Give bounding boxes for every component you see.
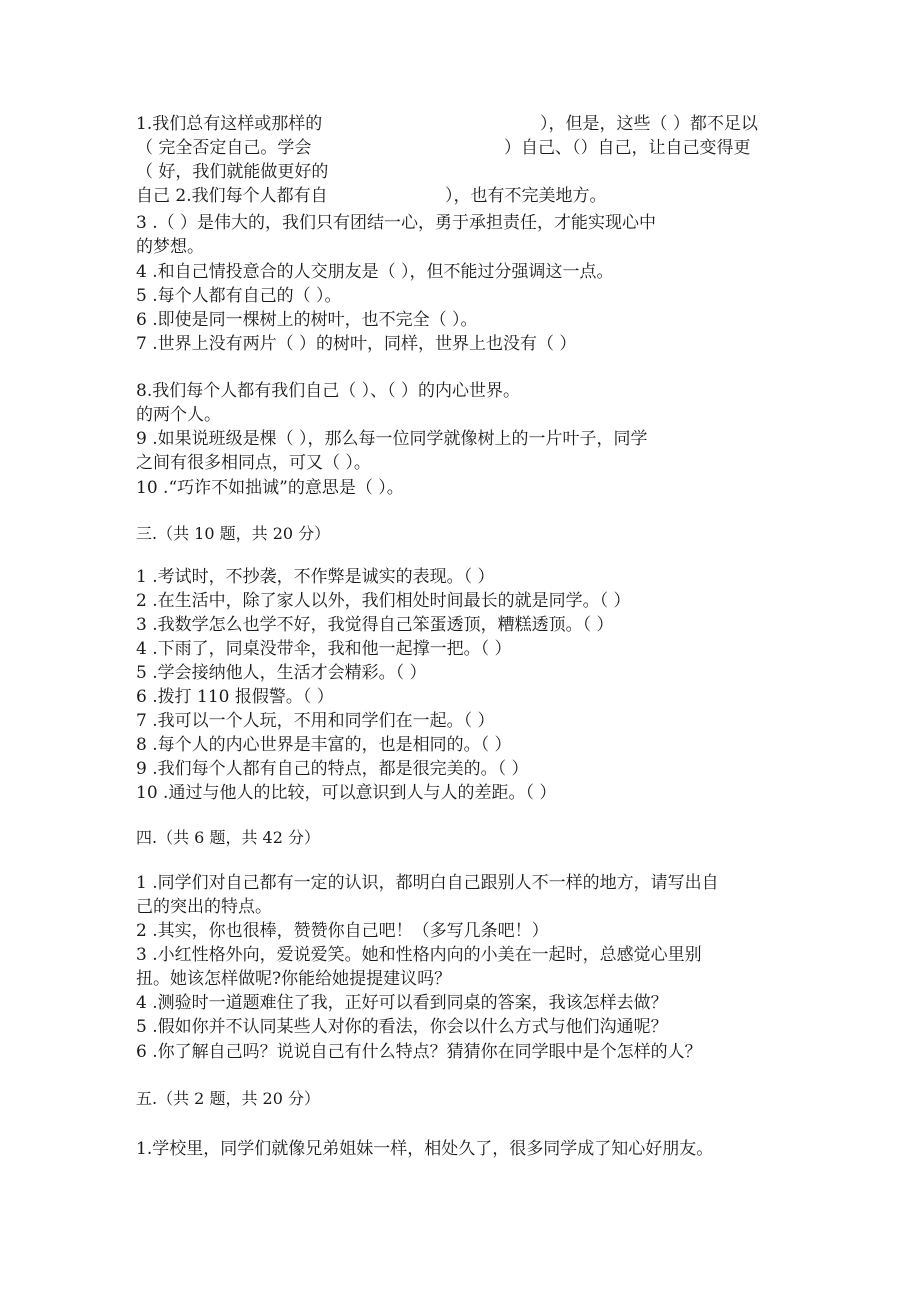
section3-item: 6 .拨打 110 报假警。（ ） [136,687,334,707]
q4-text: 4 .和自己情投意合的人交朋友是（ ），但不能过分强调这一点。 [136,262,614,282]
s4-q2: 2 .其实，你也很棒，赞赞你自己吧！（多写几条吧！） [136,921,549,941]
section3-item: 8 .每个人的内心世界是丰富的，也是相同的。（ ） [136,735,512,755]
q9-line2: 之间有很多相同点，可又（ ）。 [136,453,371,473]
section3-item: 5 .学会接纳他人，生活才会精彩。（ ） [136,663,427,683]
s4-q3-line2: 扭。她该怎样做呢?你能给她提提建议吗？ [136,969,452,989]
q3-line1: 3 .（ ）是伟大的，我们只有团结一心，勇于承担责任，才能实现心中 [136,213,657,233]
q3-line2: 的梦想。 [136,237,204,257]
s5-q1: 1.学校里，同学们就像兄弟姐妹一样，相处久了，很多同学成了知心好朋友。 [136,1139,714,1159]
s4-q3-line1: 3 .小红性格外向，爱说爱笑。她和性格内向的小美在一起时，总感觉心里别 [136,945,702,965]
section3-item: 2 .在生活中，除了家人以外，我们相处时间最长的就是同学。（ ） [136,591,631,611]
section5-heading: 五.（共 2 题，共 20 分） [136,1089,320,1108]
s4-q4: 4 .测验时一道题难住了我，正好可以看到同桌的答案，我该怎样去做？ [136,993,668,1013]
section3-item: 4 .下雨了，同桌没带伞，我和他一起撑一把。（ ） [136,639,512,659]
q1-line1-end: ），但是，这些（ ）都不足以 [540,114,758,134]
s4-q1-line2: 己的突出的特点。 [136,897,272,917]
q1-line1-start: 1.我们总有这样或那样的 [136,114,323,134]
q8-text: 8.我们每个人都有我们自己（ ）、（ ）的内心世界。 [136,381,521,401]
section4-heading: 四.（共 6 题，共 42 分） [136,828,320,847]
s4-q1-line1: 1 .同学们对自己都有一定的认识，都明白自己跟别人不一样的地方，请写出自 [136,873,719,893]
q1-line3: （ 好，我们就能做更好的 [136,162,329,182]
q1-line4-end: ），也有不完美地方。 [445,186,607,206]
q9-line1: 9 .如果说班级是棵（ ），那么每一位同学就像树上的一片叶子，同学 [136,429,648,449]
section3-item: 10 .通过与他人的比较，可以意识到人与人的差距。（ ） [136,783,557,803]
q6-text: 6 .即使是同一棵树上的树叶，也不完全（ ）。 [136,310,478,330]
q7-tail-text: 的两个人。 [136,405,221,425]
s4-q5: 5 .假如你并不认同某些人对你的看法，你会以什么方式与他们沟通呢？ [136,1017,668,1037]
section3-item: 9 .我们每个人都有自己的特点，都是很完美的。（ ） [136,759,529,779]
q7-text: 7 .世界上没有两片（ ）的树叶，同样，世界上也没有（ ） [136,334,577,354]
section3-item: 1 .考试时，不抄袭，不作弊是诚实的表现。（ ） [136,567,495,587]
q1-line2-start: （ 完全否定自己。学会 [136,138,312,158]
section3-item: 7 .我可以一个人玩，不用和同学们在一起。（ ） [136,711,495,731]
section3-heading: 三.（共 10 题，共 20 分） [136,524,331,543]
section3-item: 3 .我数学怎么也学不好，我觉得自己笨蛋透顶，糟糕透顶。（ ） [136,615,614,635]
q5-text: 5 .每个人都有自己的（ ）。 [136,286,342,306]
q1-line2-end: ）自己、（）自己，让自己变得更 [504,138,751,158]
q10-text: 10 .“巧诈不如拙诚”的意思是（ ）。 [136,478,404,498]
q1-line4-start: 自己 2.我们每个人都有自 [136,186,328,206]
s4-q6: 6 .你了解自己吗？说说自己有什么特点？猜猜你在同学眼中是个怎样的人？ [136,1042,702,1062]
